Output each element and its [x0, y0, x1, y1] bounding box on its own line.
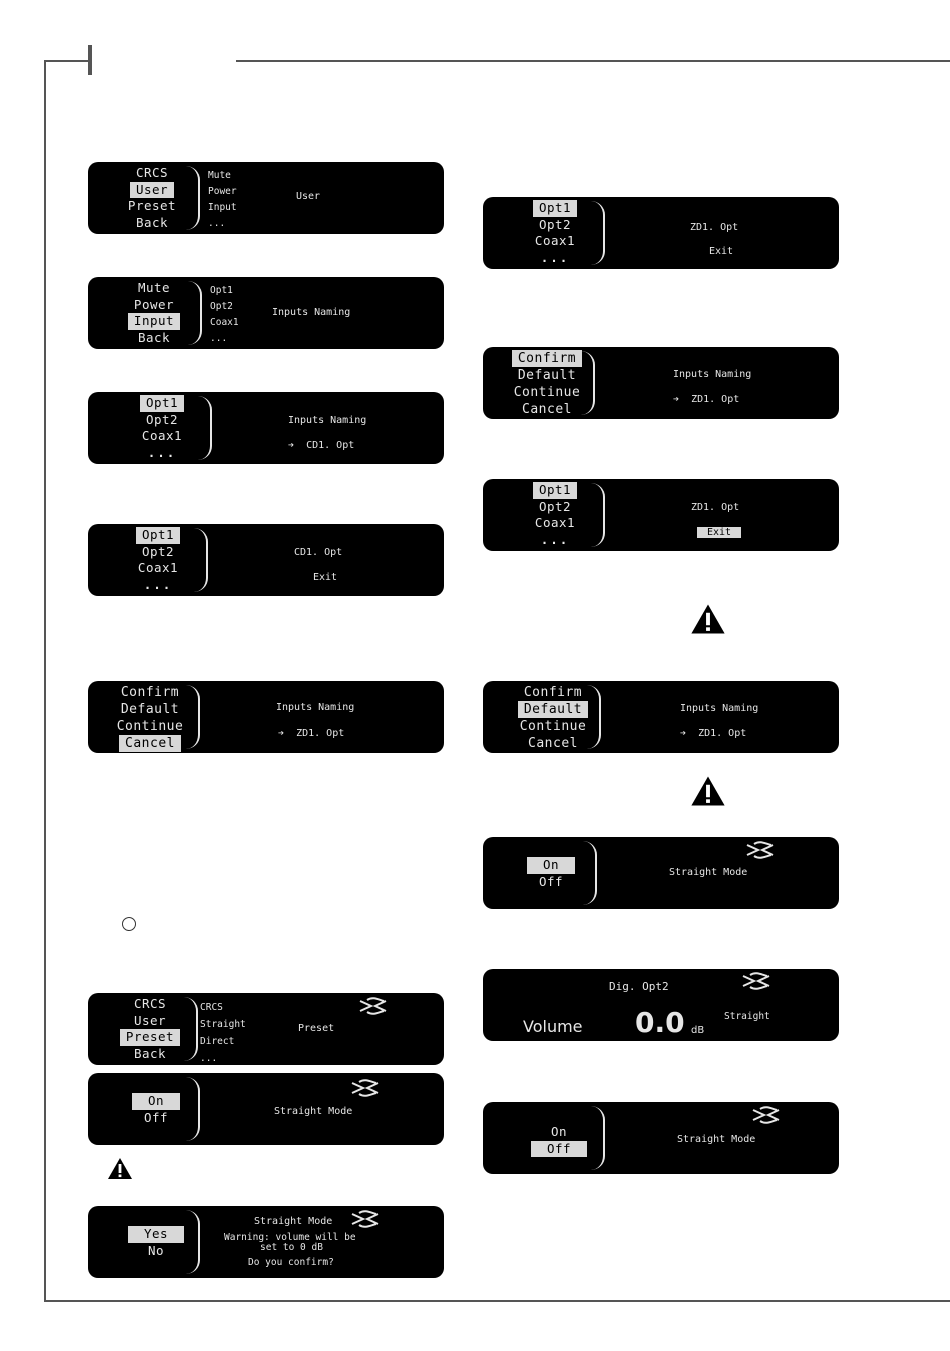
- menu-bracket: [186, 166, 200, 230]
- display-volume: [483, 969, 839, 1041]
- menu-item: ...: [540, 249, 570, 265]
- display-value: ZD1. Opt: [690, 222, 739, 233]
- display-value-row: [278, 728, 344, 739]
- menu-item: Continue: [519, 719, 587, 734]
- display-confirm-question: Do you confirm?: [248, 1257, 334, 1268]
- display-exit-box: [697, 527, 741, 538]
- display-straight-mode-off: [483, 1102, 839, 1174]
- menu-item: Off: [143, 1109, 169, 1125]
- menu-item: On: [550, 1124, 568, 1139]
- display-default-selected: [483, 681, 839, 753]
- menu-item: CRCS: [135, 165, 169, 180]
- menu-bracket: [186, 1077, 200, 1141]
- submenu-item: Mute: [208, 170, 231, 181]
- menu-item-selected: Default: [518, 701, 588, 718]
- display-value: ZD1. Opt: [691, 394, 740, 405]
- menu-item: Preset: [127, 198, 177, 213]
- menu-list: [114, 395, 210, 461]
- frame-tab-marker: [88, 45, 92, 75]
- cambridge-audio-logo-icon: [751, 1106, 781, 1124]
- display-label: Inputs Naming: [272, 307, 351, 318]
- menu-item-selected: Preset: [120, 1029, 180, 1046]
- menu-item-selected: On: [132, 1093, 180, 1110]
- submenu-item: Direct: [200, 1036, 235, 1047]
- menu-item: No: [147, 1242, 165, 1258]
- menu-item-selected: Opt1: [533, 200, 577, 217]
- warning-icon: [690, 775, 726, 807]
- menu-item-selected: Opt1: [136, 527, 180, 544]
- menu-bracket: [583, 841, 597, 905]
- menu-item: Coax1: [137, 560, 179, 575]
- arrow-right-icon: ➔: [680, 728, 687, 739]
- menu-item-selected: Off: [531, 1141, 587, 1158]
- submenu-item: CRCS: [200, 1002, 223, 1013]
- display-value: ZD1. Opt: [296, 728, 345, 739]
- menu-item-selected: Opt1: [533, 482, 577, 499]
- arrow-right-icon: ➔: [288, 440, 295, 451]
- display-label: Preset: [298, 1023, 335, 1034]
- display-label: Inputs Naming: [673, 369, 752, 380]
- menu-item: Coax1: [534, 515, 576, 530]
- menu-bracket: [186, 1210, 200, 1274]
- display-label: Inputs Naming: [288, 415, 367, 426]
- menu-item-selected: User: [130, 182, 174, 199]
- menu-bracket: [591, 483, 605, 547]
- submenu-item: Opt1: [210, 285, 233, 296]
- submenu-item: Input: [208, 202, 237, 213]
- submenu-item: ...: [210, 333, 228, 344]
- cambridge-audio-logo-icon: [745, 841, 775, 859]
- display-inputs-naming: [88, 392, 444, 464]
- menu-item: Cancel: [522, 402, 572, 417]
- menu-item: Off: [538, 873, 564, 889]
- menu-item: ...: [147, 444, 177, 460]
- menu-item-selected: On: [527, 857, 575, 874]
- submenu-item: Power: [208, 186, 237, 197]
- menu-item-selected: Input: [128, 313, 180, 330]
- menu-item: CRCS: [133, 996, 167, 1011]
- menu-list: [110, 527, 206, 593]
- display-source: Dig. Opt2: [609, 980, 669, 993]
- arrow-right-icon: ➔: [673, 394, 680, 405]
- menu-list: [102, 684, 198, 752]
- display-value-row: [673, 394, 739, 405]
- display-menu-preset: [88, 993, 444, 1065]
- submenu-item: Coax1: [210, 317, 239, 328]
- submenu-list: [208, 168, 237, 232]
- menu-bracket: [186, 685, 200, 749]
- menu-item: Coax1: [534, 233, 576, 248]
- display-straight-mode-on: [483, 837, 839, 909]
- cambridge-audio-logo-icon: [358, 997, 388, 1015]
- volume-label: Volume: [523, 1017, 583, 1036]
- arrow-right-icon: ➔: [278, 728, 285, 739]
- display-exit: Exit: [709, 246, 734, 257]
- cambridge-audio-logo-icon: [350, 1079, 380, 1097]
- menu-item: Mute: [137, 280, 171, 295]
- menu-item-selected: Confirm: [512, 350, 582, 367]
- display-value-row: [288, 440, 354, 451]
- menu-bracket: [188, 281, 202, 345]
- display-exit-selected: Exit: [697, 527, 741, 538]
- menu-bracket: [581, 351, 595, 415]
- display-menu-input: [88, 277, 444, 349]
- menu-item: User: [133, 1012, 167, 1028]
- display-name-edit: [88, 524, 444, 596]
- display-value: ZD1. Opt: [698, 728, 747, 739]
- display-value: ZD1. Opt: [691, 502, 740, 513]
- menu-list: [507, 200, 603, 266]
- menu-item: Back: [135, 214, 169, 230]
- menu-item: Confirm: [523, 685, 583, 700]
- display-confirm-selected: [483, 347, 839, 419]
- menu-item: Back: [133, 1045, 167, 1061]
- circle-bullet-icon: [122, 917, 136, 931]
- menu-bracket: [184, 997, 198, 1061]
- menu-bracket: [198, 396, 212, 460]
- menu-item-selected: Opt1: [140, 395, 184, 412]
- menu-item: Back: [137, 329, 171, 345]
- menu-item-selected: Cancel: [119, 735, 181, 752]
- display-confirm-cancel: [88, 681, 444, 753]
- display-name-edit-exit: [483, 197, 839, 269]
- submenu-item: ...: [208, 218, 226, 229]
- frame-top-rule-right: [236, 60, 950, 62]
- display-name-exit-selected: [483, 479, 839, 551]
- menu-bracket: [194, 528, 208, 592]
- menu-item-selected: Yes: [128, 1226, 184, 1243]
- menu-item: Confirm: [120, 685, 180, 700]
- menu-list: [507, 482, 603, 548]
- menu-item: Opt2: [141, 543, 175, 559]
- menu-item: Continue: [513, 385, 581, 400]
- display-menu-user: [88, 162, 444, 234]
- submenu-item: ...: [200, 1053, 218, 1064]
- display-straight-mode-warning: [88, 1206, 444, 1278]
- display-mode: Straight: [724, 1011, 770, 1022]
- display-straight-mode-on: [88, 1073, 444, 1145]
- warning-icon: [690, 603, 726, 635]
- display-label: User: [296, 191, 321, 202]
- menu-item: Power: [133, 296, 175, 312]
- menu-bracket: [591, 201, 605, 265]
- display-label: Inputs Naming: [276, 702, 355, 713]
- submenu-list: [210, 283, 239, 347]
- display-value: CD1. Opt: [294, 547, 343, 558]
- cambridge-audio-logo-icon: [741, 972, 771, 990]
- submenu-item: Straight: [200, 1019, 246, 1030]
- display-label: Inputs Naming: [680, 703, 759, 714]
- menu-item: ...: [540, 531, 570, 547]
- menu-bracket: [591, 1106, 605, 1170]
- display-warning-text: Warning: volume will be: [224, 1232, 356, 1243]
- frame-left-rule: [44, 60, 46, 1302]
- menu-item: ...: [143, 576, 173, 592]
- menu-item: Default: [120, 702, 180, 717]
- menu-bracket: [587, 685, 601, 749]
- frame-top-rule: [44, 60, 90, 62]
- menu-item: Coax1: [141, 428, 183, 443]
- volume-unit: dB: [691, 1025, 705, 1036]
- menu-item: Opt2: [538, 498, 572, 514]
- menu-item: Opt2: [538, 216, 572, 232]
- display-label: Straight Mode: [274, 1106, 353, 1117]
- menu-item: Default: [517, 368, 577, 383]
- display-warning-text: set to 0 dB: [260, 1242, 323, 1253]
- warning-icon: [107, 1157, 133, 1180]
- display-label: Straight Mode: [677, 1134, 756, 1145]
- display-title: Straight Mode: [254, 1216, 333, 1227]
- display-exit: Exit: [313, 572, 338, 583]
- frame-bottom-rule: [44, 1300, 950, 1302]
- menu-item: Opt2: [145, 411, 179, 427]
- volume-value: 0.0: [635, 1006, 685, 1039]
- display-value-row: [680, 728, 746, 739]
- menu-item: Cancel: [528, 736, 578, 751]
- cambridge-audio-logo-icon: [350, 1210, 380, 1228]
- menu-item: Continue: [116, 719, 184, 734]
- submenu-list: [200, 999, 246, 1065]
- display-label: Straight Mode: [669, 867, 748, 878]
- display-value: CD1. Opt: [306, 440, 355, 451]
- submenu-item: Opt2: [210, 301, 233, 312]
